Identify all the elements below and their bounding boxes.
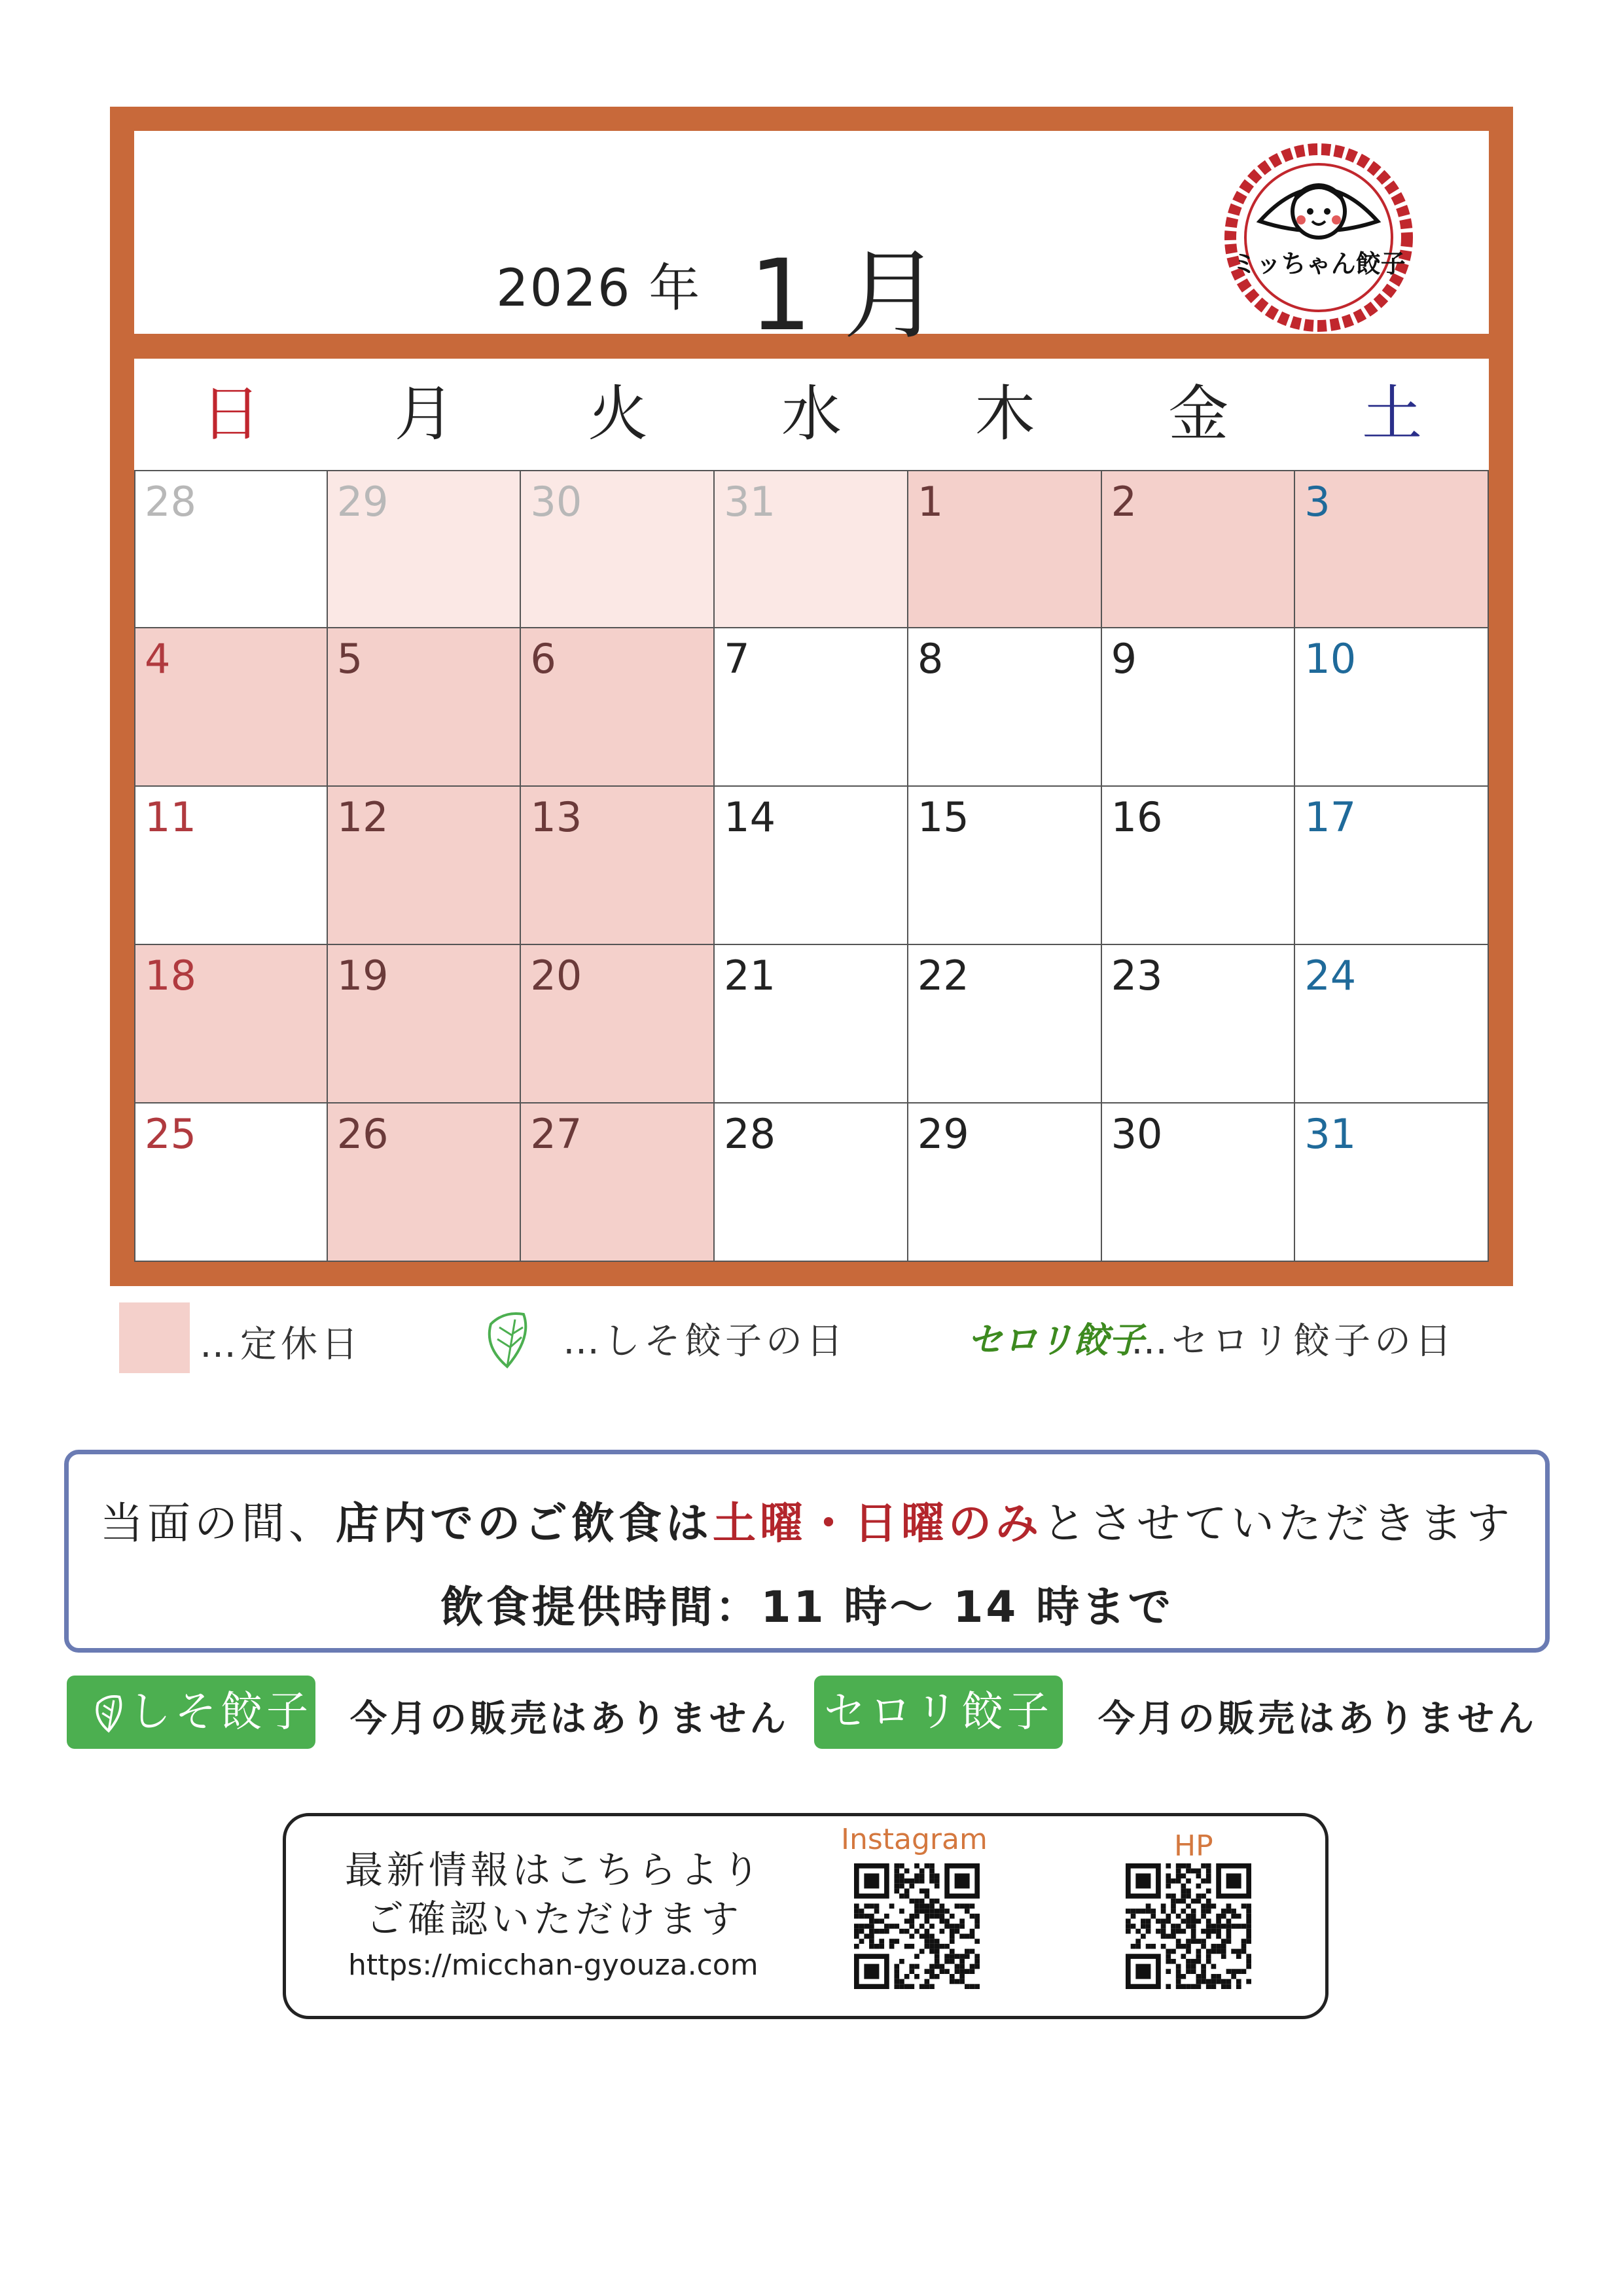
calendar-day-cell	[1102, 945, 1296, 1103]
calendar-day-cell	[328, 787, 522, 945]
calendar-day-cell	[1102, 470, 1296, 628]
day-number: 29	[336, 478, 389, 526]
info-box	[283, 1813, 1329, 2019]
calendar-day-cell	[1102, 1103, 1296, 1262]
shiso-pill	[67, 1676, 315, 1749]
notice-part-a: 当面の間、	[100, 1498, 336, 1549]
calendar-day-cell	[715, 787, 908, 945]
celery-pill-label: セロリ餃子	[824, 1688, 1053, 1736]
calendar-frame	[110, 107, 1513, 1286]
day-number: 30	[530, 478, 582, 526]
day-number: 13	[530, 793, 582, 841]
calendar-day-cell	[908, 787, 1102, 945]
celery-pill	[814, 1676, 1063, 1749]
calendar-day-cell	[1295, 1103, 1489, 1262]
day-number: 27	[530, 1110, 582, 1158]
celery-sales-note: 今月の販売はありません	[1098, 1698, 1537, 1740]
calendar-day-cell	[521, 1103, 715, 1262]
day-number: 25	[145, 1110, 196, 1158]
day-number: 29	[917, 1110, 969, 1158]
calendar-day-cell	[328, 470, 522, 628]
weekday-label: 日	[200, 379, 261, 449]
celery-legend-label: …セロリ餃子の日	[1131, 1320, 1455, 1363]
day-number: 3	[1304, 478, 1330, 526]
day-number: 19	[336, 952, 389, 999]
month-label: 1 月	[749, 239, 942, 353]
calendar-day-cell	[1295, 470, 1489, 628]
day-number: 10	[1304, 635, 1357, 683]
day-number: 31	[724, 478, 776, 526]
logo-text: ミッちゃん餃子	[1232, 249, 1406, 278]
shiso-leaf-icon	[92, 1693, 126, 1733]
calendar-day-cell	[715, 945, 908, 1103]
shiso-legend-label: …しそ餃子の日	[563, 1320, 847, 1363]
calendar-day-cell	[521, 470, 715, 628]
notice-part-b: 店内でのご飲食は	[336, 1498, 713, 1549]
day-number: 24	[1304, 952, 1357, 999]
day-number: 1	[917, 478, 944, 526]
notice-line-1	[69, 1488, 1545, 1551]
day-number: 12	[336, 793, 389, 841]
day-number: 22	[917, 952, 969, 999]
day-number: 28	[724, 1110, 776, 1158]
calendar-day-cell	[908, 945, 1102, 1103]
day-number: 2	[1111, 478, 1137, 526]
day-number: 14	[724, 793, 776, 841]
day-number: 9	[1111, 635, 1137, 683]
day-number: 6	[530, 635, 556, 683]
instagram-qr-code[interactable]	[854, 1863, 980, 1989]
calendar-day-cell	[1295, 628, 1489, 787]
calendar-day-cell	[908, 470, 1102, 628]
calendar-day-cell	[521, 787, 715, 945]
day-number: 7	[724, 635, 750, 683]
day-number: 26	[336, 1110, 389, 1158]
hp-label: HP	[1174, 1829, 1213, 1863]
calendar-day-cell	[715, 628, 908, 787]
day-number: 4	[145, 635, 171, 683]
info-line-1: 最新情報はこちらより	[344, 1848, 764, 1892]
day-number: 17	[1304, 793, 1357, 841]
shiso-sales-note: 今月の販売はありません	[350, 1698, 789, 1740]
day-number: 16	[1111, 793, 1163, 841]
notice-box	[64, 1450, 1550, 1653]
day-number: 21	[724, 952, 776, 999]
calendar-header	[134, 131, 1489, 353]
calendar-day-cell	[1295, 945, 1489, 1103]
calendar-day-cell	[134, 628, 328, 787]
calendar-day-cell	[328, 945, 522, 1103]
instagram-label: Instagram	[841, 1823, 988, 1856]
notice-line-2: 飲食提供時間：11 時〜 14 時まで	[440, 1582, 1174, 1632]
day-number: 20	[530, 952, 582, 999]
weekday-label: 土	[1362, 379, 1423, 449]
shiso-pill-label: しそ餃子	[129, 1688, 312, 1736]
calendar-grid	[134, 359, 1489, 1262]
day-number: 11	[145, 793, 196, 841]
info-line-2: ご確認いただけます	[365, 1897, 743, 1941]
calendar-day-cell	[134, 470, 328, 628]
website-url[interactable]: https://micchan-gyouza.com	[348, 1948, 758, 1982]
calendar-day-cell	[1102, 787, 1296, 945]
calendar-day-cell	[134, 945, 328, 1103]
day-number: 8	[917, 635, 944, 683]
day-number: 5	[336, 635, 363, 683]
weekday-header	[134, 359, 1489, 470]
weekday-label: 月	[394, 379, 455, 449]
celery-legend-icon: セロリ餃子	[967, 1319, 1144, 1361]
day-number: 30	[1111, 1110, 1163, 1158]
calendar-day-cell	[1102, 628, 1296, 787]
day-grid	[134, 470, 1489, 1262]
closed-legend-label: …定休日	[200, 1323, 362, 1366]
calendar-day-cell	[715, 470, 908, 628]
year-label: 2026 年	[496, 259, 702, 318]
calendar-day-cell	[134, 787, 328, 945]
calendar-day-cell	[328, 628, 522, 787]
shiso-leaf-icon	[481, 1308, 533, 1370]
day-number: 18	[145, 952, 196, 999]
weekday-label: 木	[974, 379, 1035, 449]
calendar-day-cell	[521, 628, 715, 787]
day-number: 15	[917, 793, 969, 841]
closed-legend-swatch	[119, 1302, 190, 1373]
calendar-day-cell	[1295, 787, 1489, 945]
day-number: 31	[1304, 1110, 1357, 1158]
calendar-day-cell	[908, 1103, 1102, 1262]
calendar-day-cell	[134, 1103, 328, 1262]
weekday-label: 火	[588, 379, 649, 449]
shop-logo	[1224, 143, 1414, 332]
day-number: 28	[145, 478, 196, 526]
calendar-day-cell	[715, 1103, 908, 1262]
weekday-label: 金	[1168, 379, 1229, 449]
hp-qr-code[interactable]	[1126, 1863, 1251, 1989]
notice-part-c: 土曜・日曜のみ	[713, 1498, 1043, 1549]
calendar-day-cell	[328, 1103, 522, 1262]
day-number: 23	[1111, 952, 1163, 999]
calendar-day-cell	[908, 628, 1102, 787]
calendar-day-cell	[521, 945, 715, 1103]
weekday-label: 水	[781, 379, 842, 449]
notice-part-d: とさせていただきます	[1043, 1498, 1514, 1549]
